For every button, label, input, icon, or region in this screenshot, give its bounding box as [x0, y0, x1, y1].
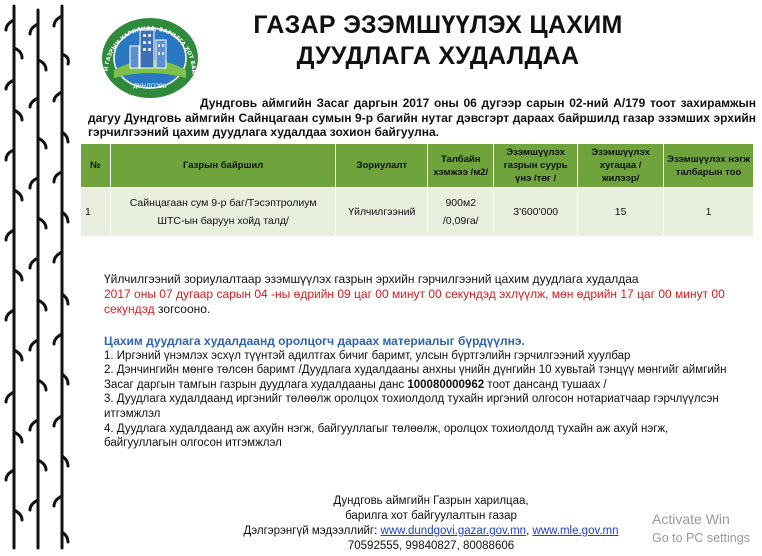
- requirement-item-2: [104, 363, 744, 392]
- requirement-item-3: 3. Дуудлага худалдаанд иргэнийг төлөөлж оролцох тохиолдолд тухайн иргэний олгосон нотариатчаар гэрчлүүлсэн итгэмжлэл: [104, 393, 719, 420]
- table-header-row: [81, 144, 754, 188]
- title-line-1: ГАЗАР ЭЗЭМШҮҮЛЭХ ЦАХИМ: [253, 11, 623, 39]
- footer-contact: [196, 494, 666, 554]
- cell-area: 900м2 /0,09га/: [428, 188, 494, 237]
- vertical-script-decoration: [0, 0, 72, 556]
- footer-org-line-2: барилга хот байгуулалтын газар: [345, 510, 517, 522]
- requirement-item-2-text: 2. Дэнчингийн мөнгө төлсөн баримт /Дуудлага худалдааны анхны үнийн дүнгийн 10 хувьтай тэнцүү мөнгийг аймгийн Засаг даргын тамгын газрын дуудлага худалдааны данс: [104, 364, 727, 391]
- requirements-heading: Цахим дуудлага худалдаанд оролцогч дараах материалыг бүрдүүлнэ.: [104, 334, 525, 348]
- activation-watermark: [652, 510, 762, 548]
- land-lot-table: [80, 143, 754, 237]
- link-separator: ,: [526, 525, 533, 537]
- header-plot-count: Эзэмшүүлэх нэгж талбарын тоо: [664, 144, 754, 188]
- watermark-line-1: Activate Win: [652, 511, 730, 527]
- watermark-line-2: Go to PC settings: [652, 531, 750, 545]
- header-duration: Эзэмшүүлэх хугацаа /жилээр/: [578, 144, 664, 188]
- header-area: Талбайн хэмжээ /м2/: [428, 144, 494, 188]
- requirements-list: [104, 334, 744, 451]
- notice-time-red: 2017 оны 07 дугаар сарын 04 -ны өдрийн 09 цаг 00 минут 00 секундэд эхлүүлж, мөн өдрийн 17 цаг 00 минут 00 секундэд: [104, 287, 725, 316]
- dundgovi-website-link[interactable]: www.dundgovi.gazar.gov.mn: [380, 525, 527, 537]
- intro-paragraph: [88, 96, 756, 140]
- logo-ring-text: Н ГАЗРЫН ХАРИЛЦАА, БАРИЛГА ХОТ БАЙ: [103, 25, 197, 75]
- requirement-item-4: 4. Дуудлага худалдаанд аж ахуйн нэгж, байгууллагыг төлөөлж, оролцох тохиолдолд тухайн аж ахуй нэгж, байгууллагын олгосон итгэмжлэл: [104, 422, 669, 450]
- header-location: Газрын байршил: [110, 144, 335, 188]
- header-purpose: Зориулалт: [336, 144, 428, 188]
- footer-info-line: [196, 524, 666, 539]
- cell-duration: 15: [578, 188, 664, 237]
- footer-org-line-1: Дундговь аймгийн Газрын харилцаа,: [333, 495, 529, 507]
- requirement-item-1: 1. Иргэний үнэмлэх эсхүл түүнтэй адилтгах бичиг баримт, улсын бүртгэлийн гэрчилгээний хуулбар: [104, 349, 631, 362]
- bank-account-number: 100080000962: [407, 378, 485, 391]
- intro-text: Дундговь аймгийн Засаг даргын 2017 оны 06 дугээр сарын 02-ний А/179 тоот захирамжын дагуу Дундговь аймгийн Сайнцагаан сумын 9-р багийн нутаг дэвсгэрт дараах байршилд газар эзэмших эрхийн гэрчилгээний цахим дуудлага худалдаа зохион байгуулна.: [88, 96, 756, 139]
- auction-time-notice: [104, 272, 744, 317]
- notice-line: Үйлчилгээний зориулалтаар эзэмшүүлэх газрын эрхийн гэрчилгээний цахим дуудлага худалдаа: [104, 272, 639, 286]
- header-number: №: [81, 144, 111, 188]
- cell-number: 1: [81, 188, 111, 237]
- title-line-2: ДУУДЛАГА ХУДАЛДАА: [296, 42, 580, 70]
- requirement-item-2-tail: тоот дансанд тушаах /: [484, 378, 607, 391]
- logo-bottom-text: ДУНДГОВЬ: [133, 83, 167, 90]
- cell-location: Сайнцагаан сум 9-р баг/Тэсэптролиум ШТС-ын баруун хойд талд/: [110, 188, 335, 237]
- organization-logo: [88, 8, 212, 100]
- cell-plot-count: 1: [664, 188, 754, 237]
- cell-base-price: 3'600'000: [494, 188, 578, 237]
- mle-website-link[interactable]: www.mle.gov.mn: [532, 525, 619, 537]
- table-row: [81, 188, 754, 237]
- footer-phones: 70592555, 99840827, 80088606: [347, 540, 515, 552]
- header-base-price: Эзэмшүүлэх газрын суурь үнэ /төг /: [494, 144, 578, 188]
- notice-tail: зогсооно.: [154, 302, 211, 316]
- page-title: [228, 10, 648, 72]
- footer-info-label: Дэлгэрэнгүй мэдээллийг:: [243, 525, 381, 537]
- cell-purpose: Үйлчилгээний: [336, 188, 428, 237]
